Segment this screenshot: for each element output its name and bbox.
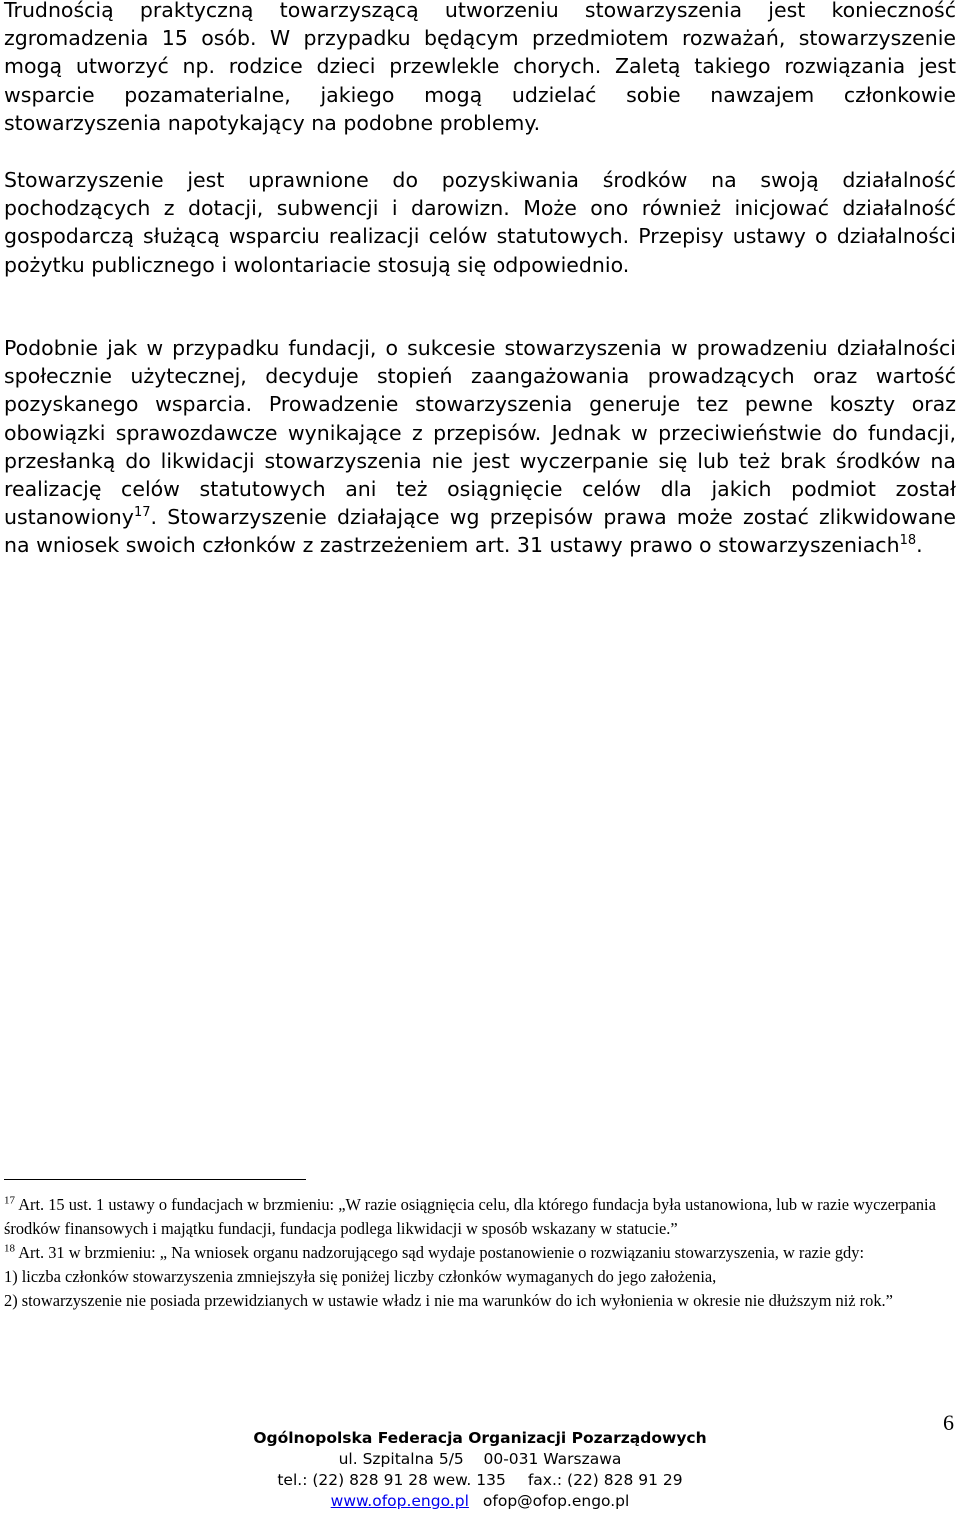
footnote-18 [4,1241,956,1265]
paragraph-3-text-part-3: . [916,533,923,558]
paragraph-3-text-part-2: . Stowarzyszenie działające wg przepisów prawa może zostać zlikwidowane na wniosek swoich członków z zastrzeżeniem art. 31 ustawy prawo o stowarzyszeniach [4,505,956,558]
body-paragraph-3 [4,334,956,560]
footer-website-link[interactable]: www.ofop.engo.pl [330,1492,469,1510]
body-paragraph-2: Stowarzyszenie jest uprawnione do pozyskiwania środków na swoją działalność pochodzących z dotacji, subwencji i darowizn. Może ono również inicjować działalność gospodarczą służącą wsparciu realizacji celów statutowych. Przepisy ustawy o działalności pożytku publicznego i wolontariacie stosują się odpowiednio. [4,168,956,277]
footnote-number: 18 [4,1242,15,1255]
footer-fax: fax.: (22) 828 91 29 [527,1471,683,1489]
footnote-reference-17[interactable]: 17 [133,505,151,521]
footnotes-section [4,1193,956,1313]
footnote-number: 17 [4,1194,15,1207]
footnote-list-item: 1) liczba członków stowarzyszenia zmniejszyła się poniżej liczby członków wymaganych do jego założenia, [4,1267,717,1286]
footer-contact-phones [230,1470,730,1491]
page-number: 6 [943,1410,954,1435]
footnote-list-item: 2) stowarzyszenie nie posiada przewidzianych w ustawie władz i nie ma warunków do ich wyłonienia w okresie nie dłuższym niż rok.” [4,1291,893,1310]
footnote-17 [4,1193,956,1241]
footer-address: ul. Szpitalna 5/5 00-031 Warszawa [338,1450,622,1468]
footer-web-contacts [230,1491,730,1512]
page-footer [230,1428,730,1512]
paragraph-3-text-part-1: Podobnie jak w przypadku fundacji, o sukcesie stowarzyszenia w prowadzeniu działalności społecznie użytecznej, decyduje stopień zaangażowania prowadzących oraz wartość pozyskanego wsparcia. Prowadzenie stowarzyszenia generuje tez pewne koszty oraz obowiązki sprawozdawcze wynikające z przepisów. Jednak w przeciwieństwie do fundacji, przesłanką do likwidacji stowarzyszenia nie jest wyczerpanie się lub też brak środków na realizację celów statutowych ani też osiągnięcie celów dla jakich podmiot został ustanowiony [4,336,956,530]
footer-email[interactable]: ofop@ofop.engo.pl [482,1492,630,1510]
footnote-reference-18[interactable]: 18 [899,533,917,549]
footer-organization-name: Ogólnopolska Federacja Organizacji Pozarządowych [253,1429,707,1447]
footnote-text: Art. 31 w brzmieniu: „ Na wniosek organu nadzorującego sąd wydaje postanowienie o rozwiązaniu stowarzyszenia, w razie gdy: [15,1243,864,1262]
footnote-separator [4,1179,306,1180]
footnote-text: Art. 15 ust. 1 ustawy o fundacjach w brzmieniu: „W razie osiągnięcia celu, dla którego fundacja była ustanowiona, lub w razie wyczerpania środków finansowych i majątku fundacji, fundacja podlega likwidacji w sposób wskazany w statucie.” [4,1195,936,1238]
footer-telephone: tel.: (22) 828 91 28 wew. 135 [277,1471,506,1489]
body-paragraph-1: Trudnością praktyczną towarzyszącą utworzeniu stowarzyszenia jest konieczność zgromadzenia 15 osób. W przypadku będącym przedmiotem rozważań, stowarzyszenie mogą utworzyć np. rodzice dzieci przewlekle chorych. Zaletą takiego rozwiązania jest wsparcie pozamaterialne, jakiego mogą udzielać sobie nawzajem członkowie stowarzyszenia napotykający na podobne problemy. [4,0,956,135]
